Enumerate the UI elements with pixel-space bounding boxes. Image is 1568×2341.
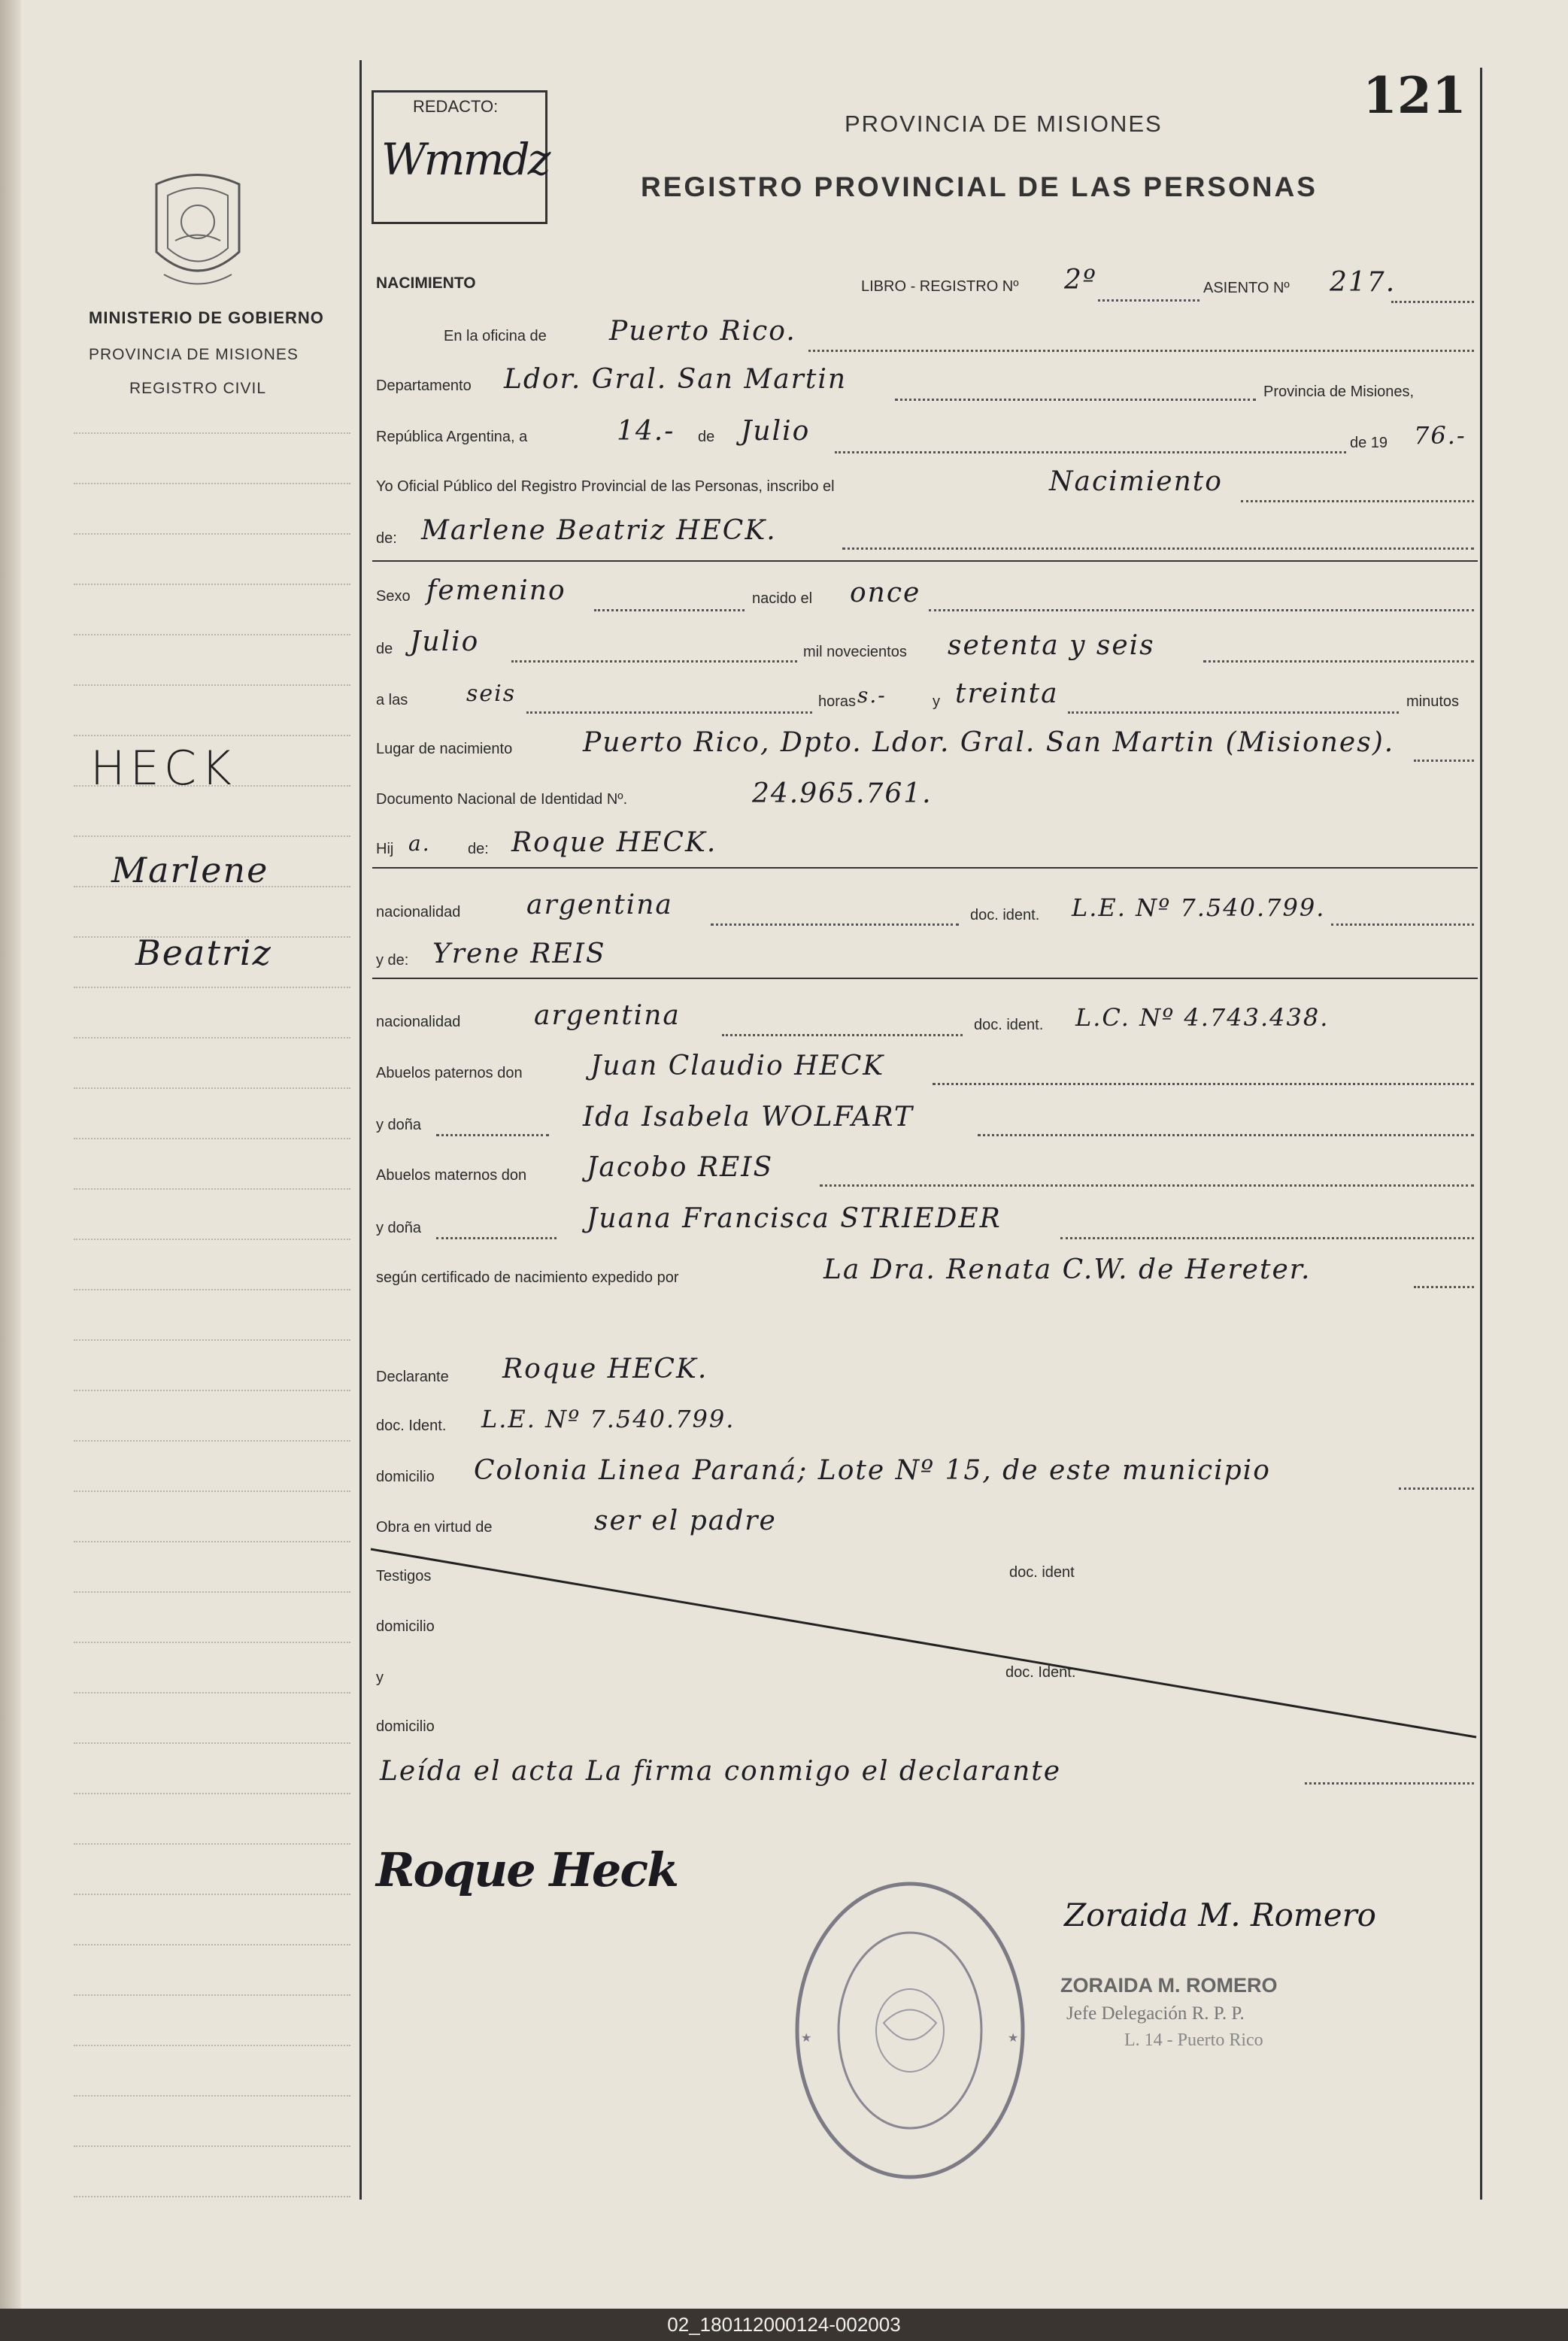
domicilio-dots xyxy=(1399,1487,1474,1490)
lugar-label: Lugar de nacimiento xyxy=(376,741,513,757)
ministry-province: PROVINCIA DE MISIONES xyxy=(89,346,299,363)
minutos-dots xyxy=(1068,711,1399,714)
redacto-box xyxy=(372,90,547,224)
oficial-value: Nacimiento xyxy=(1049,466,1223,497)
dni-value: 24.965.761. xyxy=(752,778,933,809)
depto-dots xyxy=(895,399,1256,401)
margin-name1: Marlene xyxy=(111,850,269,890)
declarante-doc-value: L.E. Nº 7.540.799. xyxy=(481,1405,735,1433)
de-nombre-label: de: xyxy=(376,530,397,547)
margin-rule-line xyxy=(74,1138,350,1139)
stamp-office: L. 14 - Puerto Rico xyxy=(1124,2030,1263,2050)
margin-rule-line xyxy=(74,432,350,434)
civil-registry-label: REGISTRO CIVIL xyxy=(129,380,267,397)
margin-rule-line xyxy=(74,1188,350,1190)
margin-rule-line xyxy=(74,634,350,635)
anio-value: 76.- xyxy=(1414,421,1466,450)
certificado-label: según certificado de nacimiento expedido por xyxy=(376,1269,679,1286)
form-left-border xyxy=(359,60,362,2200)
sexo-dots xyxy=(594,609,745,611)
lugar-dots xyxy=(1414,760,1474,762)
declarante-value: Roque HECK. xyxy=(502,1354,708,1384)
nac-madre-dots xyxy=(722,1034,963,1036)
stamp-title: Jefe Delegación R. P. P. xyxy=(1066,2003,1245,2024)
doc-padre-label: doc. ident. xyxy=(970,907,1040,923)
asiento-dots xyxy=(1391,301,1474,303)
libro-value: 2º xyxy=(1064,265,1097,296)
leida-dots xyxy=(1305,1782,1474,1785)
margin-rule-line xyxy=(74,1793,350,1794)
certificado-dots xyxy=(1414,1286,1474,1288)
nombre-rule xyxy=(372,560,1478,562)
libro-dots xyxy=(1098,299,1200,302)
horas-dots xyxy=(526,711,812,714)
sexo-value: femenino xyxy=(426,575,566,606)
margin-rule-line xyxy=(74,1087,350,1089)
horas-suffix: s.- xyxy=(857,683,887,708)
mes2-value: Julio xyxy=(410,626,480,657)
nac-padre-label: nacionalidad xyxy=(376,904,461,920)
certificado-value: La Dra. Renata C.W. de Hereter. xyxy=(823,1254,1312,1285)
hijo-label: Hij xyxy=(376,841,394,857)
nombre-dots xyxy=(842,547,1474,550)
margin-rule-line xyxy=(74,1390,350,1391)
abuelos-mat-label: Abuelos maternos don xyxy=(376,1167,527,1184)
oficina-value: Puerto Rico. xyxy=(609,316,796,347)
oficial-dots xyxy=(1241,500,1474,502)
margin-rule-line xyxy=(74,2196,350,2197)
asiento-value: 217. xyxy=(1330,267,1397,298)
de-label: de xyxy=(698,429,715,445)
obra-label: Obra en virtud de xyxy=(376,1519,493,1536)
mes2-dots xyxy=(511,660,797,663)
margin-rule-line xyxy=(74,1944,350,1945)
nacido-value: once xyxy=(850,578,921,608)
hijo-suffix: a. xyxy=(408,831,431,856)
abuelos-pat-label: Abuelos paternos don xyxy=(376,1065,523,1081)
nacido-label: nacido el xyxy=(752,590,813,607)
margin-rule-line xyxy=(74,1642,350,1643)
abuelo-mat-value: Jacobo REIS xyxy=(587,1152,774,1183)
oficina-dots xyxy=(808,350,1474,352)
margin-rule-line xyxy=(74,1490,350,1492)
margin-rule-line xyxy=(74,584,350,585)
nac-padre-value: argentina xyxy=(526,890,673,920)
margin-name2: Beatriz xyxy=(135,932,272,973)
dni-label: Documento Nacional de Identidad Nº. xyxy=(376,791,628,808)
anio-label: de 19 xyxy=(1350,435,1388,451)
nac-padre-dots xyxy=(711,923,959,926)
margin-rule-line xyxy=(74,2045,350,2046)
nacido-dots xyxy=(929,609,1474,611)
margin-rule-line xyxy=(74,1239,350,1240)
anio-words: setenta y seis xyxy=(948,630,1155,661)
madre-rule xyxy=(372,978,1478,979)
minutos-value: treinta xyxy=(955,678,1059,709)
mil-label: mil novecientos xyxy=(803,644,907,660)
abuelo-pat-value: Juan Claudio HECK xyxy=(590,1051,885,1081)
nac-madre-value: argentina xyxy=(534,1000,681,1031)
abuela-mat-dots xyxy=(1060,1237,1474,1239)
margin-rule-line xyxy=(74,1742,350,1744)
provincia-label: Provincia de Misiones, xyxy=(1263,384,1415,400)
margin-rule-line xyxy=(74,533,350,535)
yde-label: y de: xyxy=(376,952,409,969)
book-spine xyxy=(0,0,21,2309)
margin-rule-line xyxy=(74,1994,350,1996)
margin-rule-line xyxy=(74,1289,350,1290)
form-right-border xyxy=(1480,68,1482,2200)
fecha-dots xyxy=(835,451,1346,453)
libro-label: LIBRO - REGISTRO Nº xyxy=(861,278,1019,295)
margin-rule-line xyxy=(74,1894,350,1895)
doc-padre-dots xyxy=(1331,923,1474,926)
horas-label: horas xyxy=(818,693,857,710)
nombre-value: Marlene Beatriz HECK. xyxy=(421,515,777,546)
horas-value: seis xyxy=(466,681,517,707)
margin-rule-line xyxy=(74,483,350,484)
margin-rule-line xyxy=(74,1037,350,1039)
ministry-title: MINISTERIO DE GOBIERNO xyxy=(89,308,324,327)
redacto-signature: Wmmdz xyxy=(381,134,549,185)
minutos-label: minutos xyxy=(1406,693,1460,710)
margin-rule-line xyxy=(74,835,350,837)
abuela-mat-value: Juana Francisca STRIEDER xyxy=(587,1203,1002,1234)
padre-rule xyxy=(372,867,1478,869)
strike-through-line xyxy=(359,1542,1482,1745)
svg-text:★: ★ xyxy=(801,2032,812,2045)
t-docident-label: doc. ident xyxy=(1009,1564,1075,1581)
margin-rule-line xyxy=(74,2145,350,2147)
t-y-label: y xyxy=(376,1669,384,1686)
ministry-seal-icon xyxy=(141,169,254,293)
de2-label: de xyxy=(376,641,393,657)
margin-rule-line xyxy=(74,1440,350,1442)
republica-label: República Argentina, a xyxy=(376,429,528,445)
sexo-label: Sexo xyxy=(376,588,411,605)
image-caption: 02_180112000124-002003 xyxy=(0,2309,1568,2341)
dia-value: 14.- xyxy=(617,416,675,447)
declarante-label: Declarante xyxy=(376,1369,449,1385)
abuelo-mat-dots xyxy=(820,1184,1474,1187)
depto-value: Ldor. Gral. San Martin xyxy=(504,364,848,395)
margin-surname: HECK xyxy=(90,741,236,796)
y-label: y xyxy=(933,693,940,710)
ydona-pat-label: y doña xyxy=(376,1117,422,1133)
domicilio-value: Colonia Linea Paraná; Lote Nº 15, de este municipio xyxy=(474,1455,1271,1486)
ydona-mat-label: y doña xyxy=(376,1220,422,1236)
declarante-signature: Roque Heck xyxy=(376,1842,678,1897)
alas-label: a las xyxy=(376,692,408,708)
margin-rule-line xyxy=(74,1591,350,1593)
margin-rule-line xyxy=(74,684,350,686)
doc-ident-label: doc. Ident. xyxy=(376,1418,447,1434)
margin-rule-line xyxy=(74,1541,350,1542)
margin-rule-line xyxy=(74,1339,350,1341)
mes-value: Julio xyxy=(741,416,811,447)
leida-value: Leída el acta La firma conmigo el declarante xyxy=(380,1756,1062,1787)
margin-rule-line xyxy=(74,1843,350,1845)
padre-value: Roque HECK. xyxy=(511,827,717,858)
oficina-label: En la oficina de xyxy=(444,328,547,344)
domicilio-label: domicilio xyxy=(376,1469,435,1485)
margin-rule-line xyxy=(74,987,350,988)
redacto-label: REDACTO: xyxy=(413,97,499,116)
t-docident2-label: doc. Ident. xyxy=(1005,1664,1076,1681)
abuela-pat-value: Ida Isabela WOLFART xyxy=(583,1102,914,1133)
nacimiento-title: NACIMIENTO xyxy=(376,274,476,292)
margin-rule-line xyxy=(74,2095,350,2097)
hijo-de-label: de: xyxy=(468,841,489,857)
nac-madre-label: nacionalidad xyxy=(376,1014,461,1030)
obra-value: ser el padre xyxy=(594,1506,777,1536)
testigos-label: Testigos xyxy=(376,1568,432,1584)
abuelo-pat-dots xyxy=(933,1083,1474,1085)
round-seal-icon xyxy=(790,1876,1030,2185)
madre-value: Yrene REIS xyxy=(432,939,606,969)
depto-label: Departamento xyxy=(376,378,472,394)
ydona-mat-dots xyxy=(436,1237,557,1239)
asiento-label: ASIENTO Nº xyxy=(1203,280,1290,296)
doc-padre-value: L.E. Nº 7.540.799. xyxy=(1072,893,1326,922)
svg-text:★: ★ xyxy=(1008,2032,1019,2045)
anio-words-dots xyxy=(1203,660,1474,663)
header-province: PROVINCIA DE MISIONES xyxy=(845,111,1163,137)
lugar-value: Puerto Rico, Dpto. Ldor. Gral. San Martin (Misiones). xyxy=(583,727,1395,758)
stamp-name: ZORAIDA M. ROMERO xyxy=(1060,1974,1278,1997)
doc-madre-value: L.C. Nº 4.743.438. xyxy=(1075,1003,1330,1032)
header-registry: REGISTRO PROVINCIAL DE LAS PERSONAS xyxy=(641,171,1318,202)
doc-madre-label: doc. ident. xyxy=(974,1017,1044,1033)
oficial-label: Yo Oficial Público del Registro Provincial de las Personas, inscribo el xyxy=(376,478,835,495)
margin-rule-line xyxy=(74,1692,350,1694)
official-signature: Zoraida M. Romero xyxy=(1064,1897,1376,1933)
margin-rule-line xyxy=(74,735,350,736)
t-domicilio2-label: domicilio xyxy=(376,1718,435,1735)
page-number: 121 xyxy=(1363,66,1466,125)
ydona-pat-dots xyxy=(436,1134,549,1136)
abuela-pat-dots xyxy=(978,1134,1474,1136)
t-domicilio-label: domicilio xyxy=(376,1618,435,1635)
